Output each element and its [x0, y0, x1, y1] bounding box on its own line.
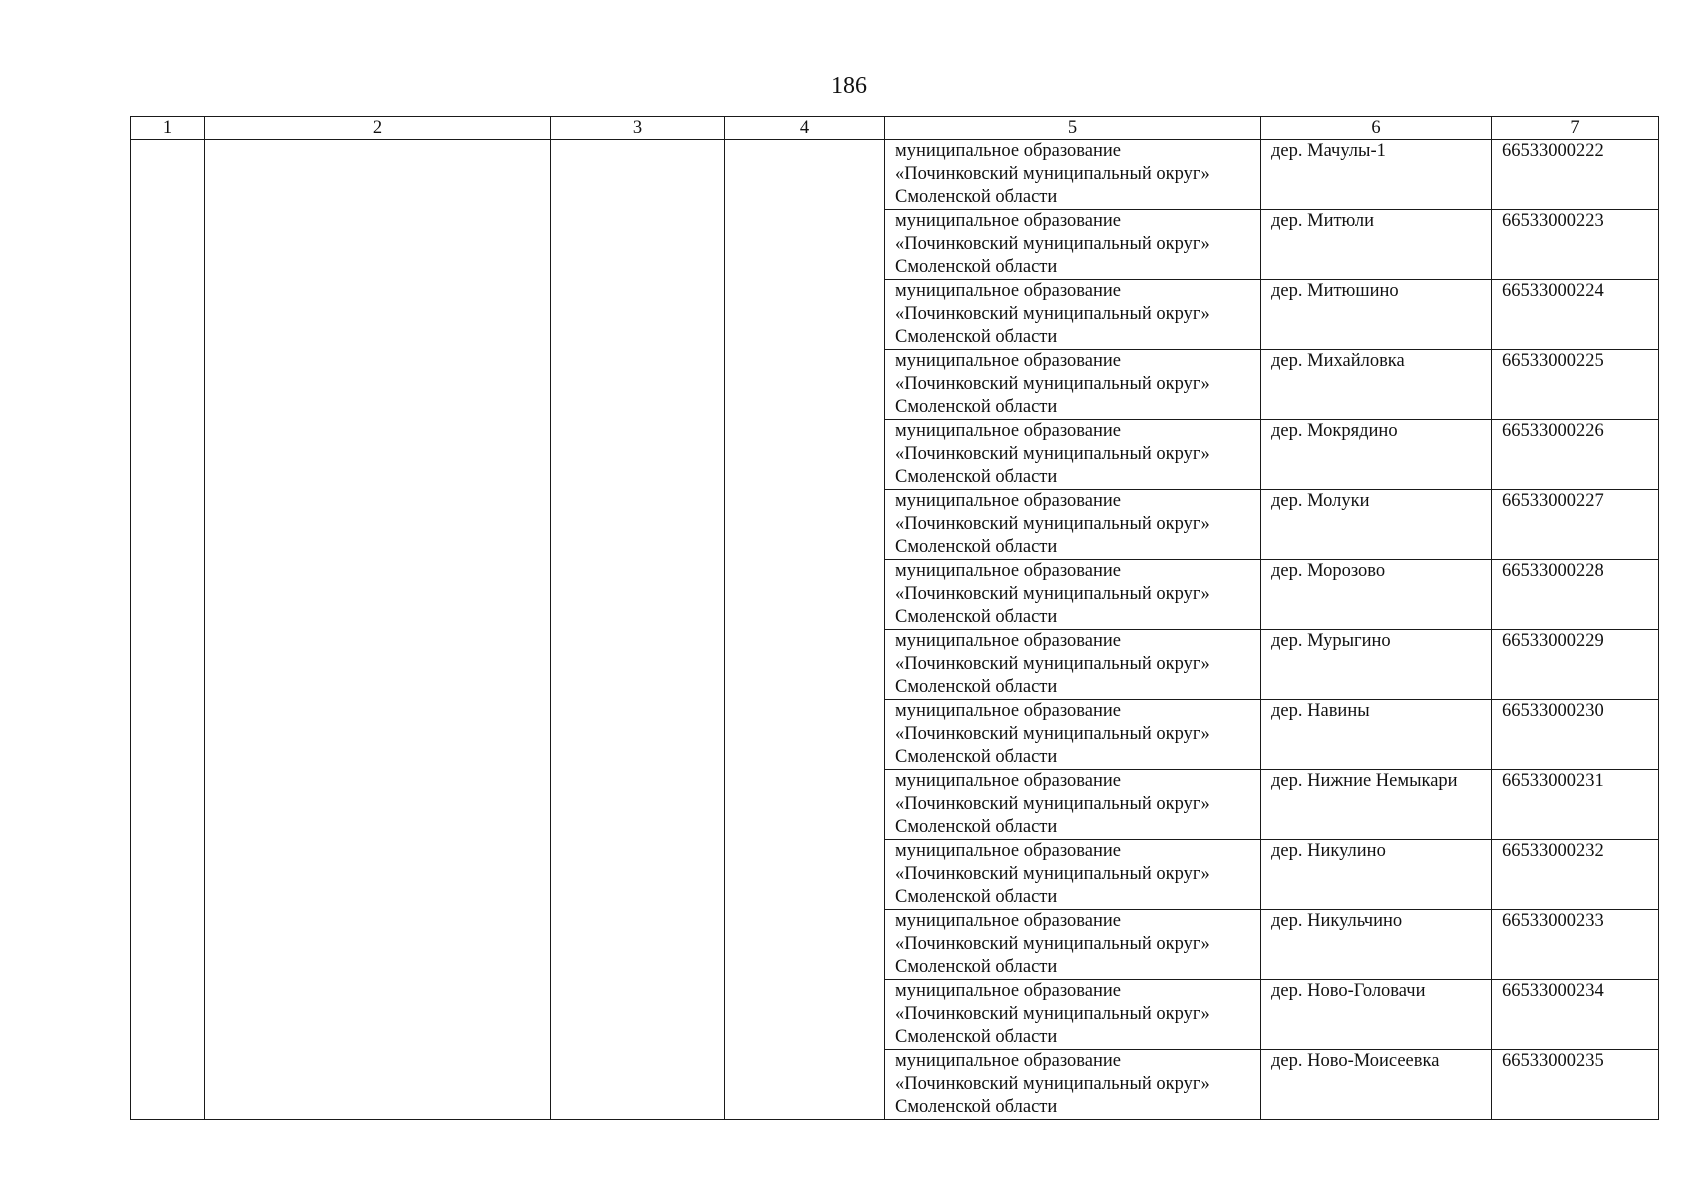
municipality-text-line: Смоленской области [895, 397, 1058, 417]
settlement-cell: дер. Морозово [1261, 560, 1492, 630]
municipality-text-line: Смоленской области [895, 817, 1058, 837]
settlement-cell: дер. Навины [1261, 700, 1492, 770]
municipality-text-line: муниципальное образование [895, 911, 1122, 931]
settlements-table [130, 116, 1659, 1120]
municipality-text-line: «Починковский муниципальный округ» [895, 724, 1210, 744]
empty-cell-col-3 [551, 140, 725, 1120]
municipality-text-line: «Починковский муниципальный округ» [895, 864, 1210, 884]
oktmo-code-cell: 66533000231 [1492, 770, 1659, 840]
municipality-text-line: «Починковский муниципальный округ» [895, 164, 1210, 184]
municipality-text-line: Смоленской области [895, 607, 1058, 627]
settlement-cell: дер. Ново-Моисеевка [1261, 1050, 1492, 1120]
oktmo-code-cell: 66533000234 [1492, 980, 1659, 1050]
municipality-text-line: Смоленской области [895, 537, 1058, 557]
municipality-cell [885, 980, 1261, 1050]
municipality-text-line: «Починковский муниципальный округ» [895, 654, 1210, 674]
municipality-text-line: муниципальное образование [895, 841, 1122, 861]
municipality-text-line: Смоленской области [895, 327, 1058, 347]
municipality-text-line: «Починковский муниципальный округ» [895, 1074, 1210, 1094]
municipality-text-line: Смоленской области [895, 1097, 1058, 1117]
settlement-cell: дер. Никулино [1261, 840, 1492, 910]
municipality-cell [885, 420, 1261, 490]
municipality-cell [885, 490, 1261, 560]
municipality-text-line: «Починковский муниципальный округ» [895, 584, 1210, 604]
oktmo-code-cell: 66533000233 [1492, 910, 1659, 980]
column-header-7: 7 [1492, 117, 1659, 140]
municipality-text-line: «Починковский муниципальный округ» [895, 234, 1210, 254]
municipality-text-line: Смоленской области [895, 887, 1058, 907]
oktmo-code-cell: 66533000232 [1492, 840, 1659, 910]
municipality-text-line: Смоленской области [895, 957, 1058, 977]
oktmo-code-cell: 66533000222 [1492, 140, 1659, 210]
municipality-cell [885, 770, 1261, 840]
settlement-cell: дер. Мачулы-1 [1261, 140, 1492, 210]
oktmo-code-cell: 66533000224 [1492, 280, 1659, 350]
municipality-cell [885, 280, 1261, 350]
municipality-cell [885, 840, 1261, 910]
empty-cell-col-1 [131, 140, 205, 1120]
municipality-text-line: Смоленской области [895, 747, 1058, 767]
municipality-text-line: Смоленской области [895, 187, 1058, 207]
header-row [131, 117, 1659, 140]
municipality-text-line: «Починковский муниципальный округ» [895, 444, 1210, 464]
municipality-cell [885, 630, 1261, 700]
municipality-cell [885, 350, 1261, 420]
oktmo-code-cell: 66533000229 [1492, 630, 1659, 700]
municipality-text-line: муниципальное образование [895, 561, 1122, 581]
municipality-text-line: «Починковский муниципальный округ» [895, 1004, 1210, 1024]
oktmo-code-cell: 66533000227 [1492, 490, 1659, 560]
oktmo-code-cell: 66533000228 [1492, 560, 1659, 630]
municipality-text-line: муниципальное образование [895, 1051, 1122, 1071]
column-header-1: 1 [131, 117, 205, 140]
municipality-text-line: Смоленской области [895, 467, 1058, 487]
municipality-text-line: муниципальное образование [895, 631, 1122, 651]
municipality-text-line: «Починковский муниципальный округ» [895, 304, 1210, 324]
empty-cell-col-4 [725, 140, 885, 1120]
settlement-cell: дер. Нижние Немыкари [1261, 770, 1492, 840]
municipality-text-line: муниципальное образование [895, 981, 1122, 1001]
municipality-cell [885, 140, 1261, 210]
oktmo-code-cell: 66533000225 [1492, 350, 1659, 420]
table-header [131, 117, 1659, 140]
municipality-cell [885, 910, 1261, 980]
municipality-text-line: Смоленской области [895, 677, 1058, 697]
municipality-text-line: Смоленской области [895, 257, 1058, 277]
column-header-6: 6 [1261, 117, 1492, 140]
municipality-cell [885, 700, 1261, 770]
municipality-text-line: «Починковский муниципальный округ» [895, 794, 1210, 814]
oktmo-code-cell: 66533000230 [1492, 700, 1659, 770]
column-header-2: 2 [205, 117, 551, 140]
settlement-cell: дер. Никульчино [1261, 910, 1492, 980]
municipality-text-line: муниципальное образование [895, 211, 1122, 231]
municipality-text-line: муниципальное образование [895, 491, 1122, 511]
municipality-text-line: муниципальное образование [895, 771, 1122, 791]
column-header-5: 5 [885, 117, 1261, 140]
settlement-cell: дер. Митюшино [1261, 280, 1492, 350]
oktmo-code-cell: 66533000223 [1492, 210, 1659, 280]
municipality-text-line: «Починковский муниципальный округ» [895, 514, 1210, 534]
settlement-cell: дер. Мурыгино [1261, 630, 1492, 700]
oktmo-code-cell: 66533000226 [1492, 420, 1659, 490]
municipality-text-line: муниципальное образование [895, 351, 1122, 371]
empty-cell-col-2 [205, 140, 551, 1120]
settlement-cell: дер. Михайловка [1261, 350, 1492, 420]
page-number: 186 [831, 73, 867, 99]
table-body [131, 140, 1659, 1120]
municipality-text-line: муниципальное образование [895, 701, 1122, 721]
municipality-text-line: муниципальное образование [895, 141, 1122, 161]
municipality-cell [885, 1050, 1261, 1120]
oktmo-code-cell: 66533000235 [1492, 1050, 1659, 1120]
table-row [131, 140, 1659, 210]
municipality-text-line: муниципальное образование [895, 281, 1122, 301]
settlement-cell: дер. Митюли [1261, 210, 1492, 280]
municipality-cell [885, 560, 1261, 630]
municipality-text-line: «Починковский муниципальный округ» [895, 374, 1210, 394]
column-header-4: 4 [725, 117, 885, 140]
municipality-text-line: Смоленской области [895, 1027, 1058, 1047]
column-header-3: 3 [551, 117, 725, 140]
municipality-text-line: «Починковский муниципальный округ» [895, 934, 1210, 954]
municipality-cell [885, 210, 1261, 280]
settlement-cell: дер. Ново-Головачи [1261, 980, 1492, 1050]
settlement-cell: дер. Молуки [1261, 490, 1492, 560]
municipality-text-line: муниципальное образование [895, 421, 1122, 441]
settlement-cell: дер. Мокрядино [1261, 420, 1492, 490]
